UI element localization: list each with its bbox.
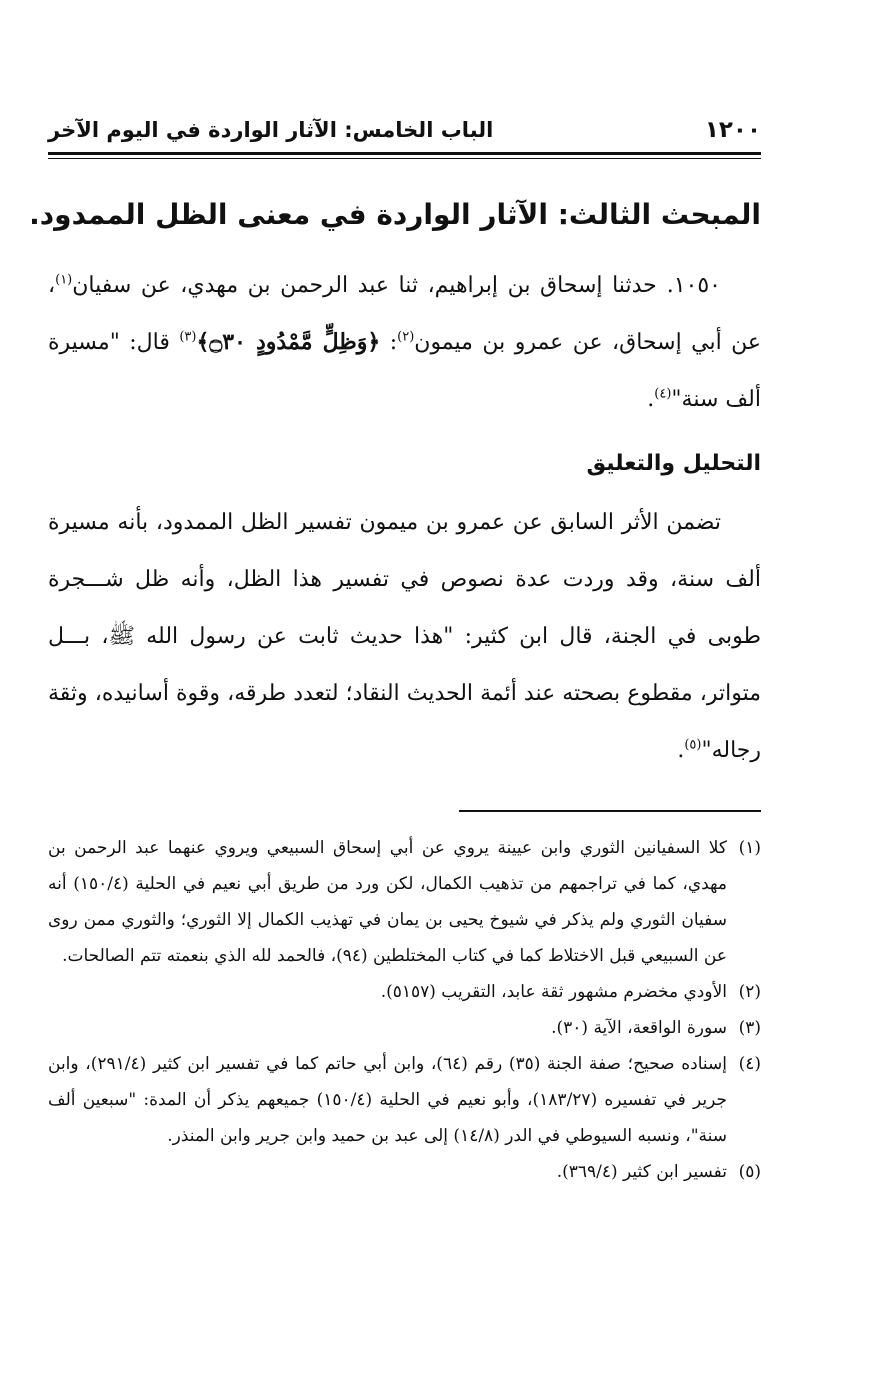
footnote-ref-2[interactable]: (٢) [397, 329, 415, 345]
hadith-paragraph [48, 257, 761, 428]
main-text [29, 190, 762, 779]
footnote-number: (٢) [738, 982, 761, 1002]
section-title-rest: : الآثار الواردة في معنى الظل الممدود. [29, 198, 569, 231]
section-title [29, 198, 761, 231]
hadith-text-4: قال: "مسيرة ألف سنة" [48, 330, 761, 412]
footnote-number: (١) [738, 838, 761, 858]
footnote-text: كلا السفيانين الثوري وابن عيينة يروي عن أبي إسحاق السبيعي ويروي عنهما عبد الرحمن بن مهدي، كما في تراجمهم من تذهيب الكمال، لكن ورد من طريق أبي نعيم في الحلية (١٥٠/٤) أنه سفيان الثوري ولم يذكر في شيوخ يحيى بن يمان في تهذيب الكمال إلا الثوري؛ والثوري ممن روى عن السبيعي قبل الاختلاط كما في كتاب المختلطين (٩٤)، فالحمد لله الذي بنعمته تتم الصالحات. [48, 838, 727, 966]
footnote-3 [48, 1010, 761, 1046]
footnote-ref-4[interactable]: (٤) [654, 386, 672, 402]
hadith-text-2: ، عن أبي إسحاق، عن عمرو بن ميمون [48, 273, 762, 355]
footnote-text: الأودي مخضرم مشهور ثقة عابد، التقريب (٥١٥٧). [380, 982, 727, 1002]
hadith-text-3: : [380, 330, 398, 355]
header-rule-thick [48, 152, 761, 155]
footnote-number: (٣) [738, 1018, 761, 1038]
hadith-number: ١٠٥٠. [666, 273, 721, 298]
hadith-text-1: حدثنا إسحاق بن إبراهيم، ثنا عبد الرحمن بن مهدي، عن سفيان [72, 273, 657, 298]
footnote-number: (٥) [738, 1162, 761, 1182]
header-rule-thin [48, 158, 761, 159]
running-header [48, 108, 761, 152]
section-title-lead: المبحث الثالث [568, 198, 761, 231]
running-title: الباب الخامس: الآثار الواردة في اليوم الآخر [48, 118, 494, 142]
analysis-heading: التحليل والتعليق [586, 451, 761, 476]
footnote-1 [48, 830, 761, 974]
footnote-5 [48, 1154, 761, 1190]
page-number: ١٢٠٠ [704, 117, 761, 143]
footnote-ref-3[interactable]: (٣) [179, 329, 197, 345]
hadith-text-5: . [647, 387, 655, 412]
analysis-paragraph [48, 494, 761, 779]
footnote-4 [48, 1046, 761, 1154]
footnote-number: (٤) [738, 1054, 761, 1074]
analysis-text-1: تضمن الأثر السابق عن عمرو بن ميمون تفسير الظل الممدود، بأنه مسيرة ألف سنة، وقد وردت عدة نصوص في تفسير هذا الظل، وأنه ظل شـــجرة طوبى في الجنة، قال ابن كثير: "هذا حديث ثابت عن رسول الله ﷺ، بـــل متواتر، مقطوع بصحته عند أئمة الحديث النقاد؛ لتعدد طرقه، وقوة أسانيده، وثقة رجاله" [48, 510, 761, 763]
footnote-text: سورة الواقعة، الآية (٣٠). [551, 1018, 727, 1038]
footnote-text: إسناده صحيح؛ صفة الجنة (٣٥) رقم (٦٤)، وابن أبي حاتم كما في تفسير ابن كثير (٢٩١/٤)، وابن جرير في تفسيره (١٨٣/٢٧)، وأبو نعيم في الحلية (١٥٠/٤) جميعهم يذكر أن المدة: "سبعين ألف سنة"، ونسبه السيوطي في الدر (١٤/٨) إلى عبد بن حميد وابن جرير وابن المنذر. [48, 1054, 728, 1146]
footnote-text: تفسير ابن كثير (٣٦٩/٤). [556, 1162, 727, 1182]
footnote-ref-5[interactable]: (٥) [684, 737, 702, 753]
quran-ayah: ﴿وَظِلٍّ مَّمْدُودٍ ۝٣٠﴾ [196, 329, 381, 355]
footnote-separator [459, 810, 761, 812]
footnotes [48, 830, 761, 1190]
footnote-ref-1[interactable]: (١) [55, 272, 73, 288]
analysis-text-2: . [677, 738, 685, 763]
footnote-2 [48, 974, 761, 1010]
